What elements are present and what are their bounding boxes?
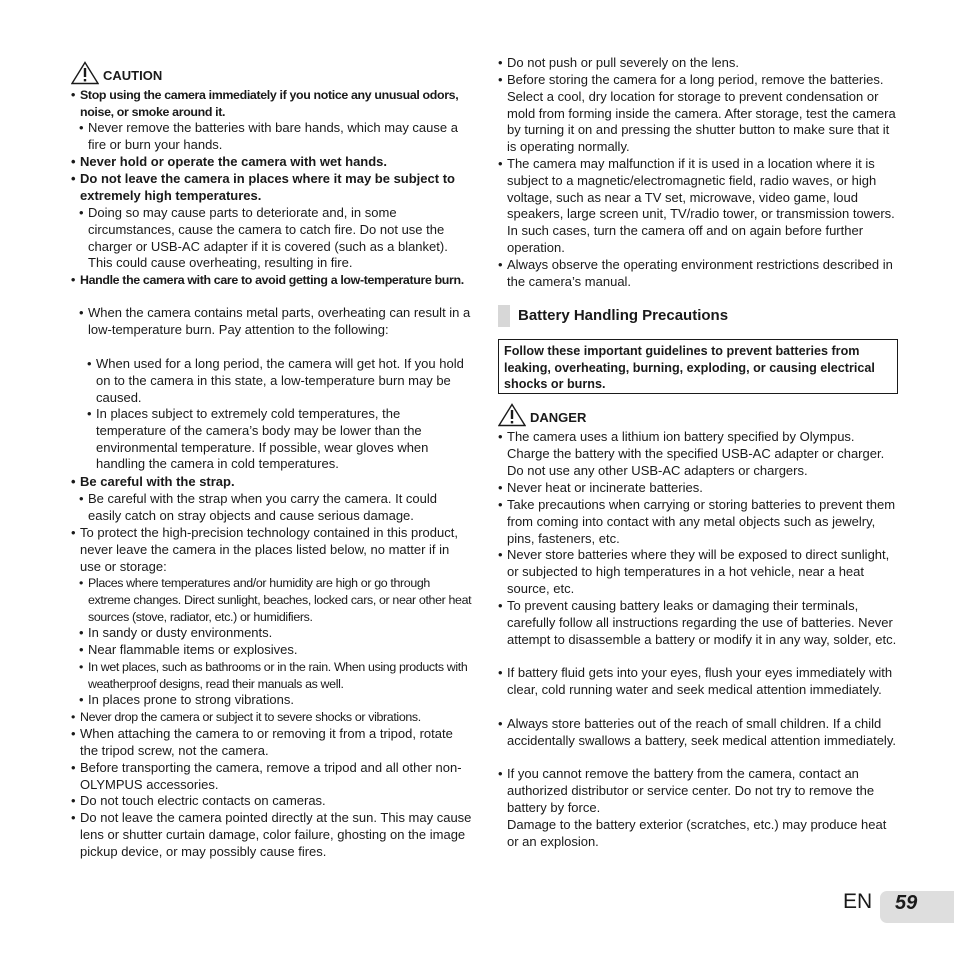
caution-item: • Do not leave the camera pointed directly at the sun. This may cause lens or shutter curtain damage, color failure, ghosting on the image pickup device, or may possibly cause fires. xyxy=(71,810,472,859)
caution-item: • The camera may malfunction if it is used in a location where it is subject to a magnetic/electromagnetic field, radio waves, or high voltage, such as near a TV set, microwave, video game, loud speakers, large screen unit, TV/radio tower, or transmission towers. In such cases, turn the camera off and on again before further operation. xyxy=(498,156,895,255)
caution-item: • Handle the camera with care to avoid getting a low-temperature burn. xyxy=(71,273,464,287)
caution-subitem: • In wet places, such as bathrooms or in the rain. When using products with weatherproof designs, read their manuals as well. xyxy=(79,660,468,691)
page-number: 59 xyxy=(895,892,918,914)
danger-item: • To prevent causing battery leaks or damaging their terminals, carefully follow all instructions regarding the use of batteries. Never attempt to disassemble a battery or modify it in any way, solder, etc. xyxy=(498,598,897,647)
danger-item: • Never heat or incinerate batteries. xyxy=(498,480,703,495)
danger-item: • If battery fluid gets into your eyes, flush your eyes immediately with clear, cold running water and seek medical attention immediately. xyxy=(498,665,893,697)
caution-subitem: • Doing so may cause parts to deteriorate and, in some circumstances, cause the camera to catch fire. Do not use the charger or USB-AC adapter if it is covered (such as a blanket). This could cause overheating, resulting in fire. xyxy=(79,205,448,271)
page-footer xyxy=(843,891,954,923)
caution-item: • Never hold or operate the camera with wet hands. xyxy=(71,154,388,169)
caution-item: • To protect the high-precision technology contained in this product, never leave the camera in the places listed below, no matter if in use or storage: xyxy=(71,525,458,574)
caution-subitem: • In places prone to strong vibrations. xyxy=(79,692,294,707)
caution-item: • When attaching the camera to or removing it from a tripod, rotate the tripod screw, not the camera. xyxy=(71,726,453,758)
caution-item: • Be careful with the strap. xyxy=(71,474,235,489)
danger-item: • Never store batteries where they will be exposed to direct sunlight, or subjected to high temperatures in a hot vehicle, near a heat source, etc. xyxy=(498,547,890,596)
caution-item: • Before transporting the camera, remove a tripod and all other non-OLYMPUS accessories. xyxy=(71,760,462,792)
danger-item-continuation: Damage to the battery exterior (scratches, etc.) may produce heat or an explosion. xyxy=(507,817,887,849)
danger-label: DANGER xyxy=(530,410,587,425)
caution-item: • Do not push or pull severely on the lens. xyxy=(498,55,739,70)
caution-subitem: • Places where temperatures and/or humidity are high or go through extreme changes. Direct sunlight, beaches, locked cars, or near other heat sources (stove, radiator, etc.) or humidifiers. xyxy=(79,576,472,624)
guideline-text: Follow these important guidelines to prevent batteries from leaking, overheating, burning, exploding, or causing electrical shocks or burns. xyxy=(504,344,875,392)
section-marker xyxy=(498,305,510,327)
caution-item: • Stop using the camera immediately if you notice any unusual odors, noise, or smoke around it. xyxy=(71,88,459,119)
caution-subitem: • In sandy or dusty environments. xyxy=(79,625,273,640)
danger-item: • Always store batteries out of the reach of small children. If a child accidentally swallows a battery, seek medical attention immediately. xyxy=(498,716,896,748)
caution-subitem: • Be careful with the strap when you carry the camera. It could easily catch on stray objects and cause serious damage. xyxy=(79,491,438,523)
caution-item: • Before storing the camera for a long period, remove the batteries. Select a cool, dry location for storage to prevent condensation or mold from forming inside the camera. After storage, test the camera by turning it on and pressing the shutter button to make sure that it is operating normally. xyxy=(498,72,896,155)
caution-item: • Always observe the operating environment restrictions described in the camera’s manual. xyxy=(498,257,893,289)
danger-item: • If you cannot remove the battery from the camera, contact an authorized distributor or service center. Do not try to remove the battery by force. xyxy=(498,766,875,815)
caution-item: • Never drop the camera or subject it to severe shocks or vibrations. xyxy=(71,710,421,724)
warning-triangle-icon xyxy=(71,61,99,85)
caution-item: • Do not touch electric contacts on cameras. xyxy=(71,793,326,808)
danger-item: • Take precautions when carrying or storing batteries to prevent them from coming into contact with any metal objects such as jewelry, pins, fasteners, etc. xyxy=(498,497,896,546)
guideline-box xyxy=(498,339,898,394)
language-label: EN xyxy=(843,890,873,913)
section-title: Battery Handling Precautions xyxy=(518,307,729,324)
caution-subitem: • When the camera contains metal parts, overheating can result in a low-temperature burn. Pay attention to the following: xyxy=(79,305,471,337)
caution-subsubitem: • When used for a long period, the camera will get hot. If you hold on to the camera in this state, a low-temperature burn may be caused. xyxy=(87,356,464,405)
caution-subsubitem: • In places subject to extremely cold temperatures, the temperature of the camera’s body may be lower than the environmental temperature. If possible, wear gloves when handling the camera in cold temperatures. xyxy=(87,406,429,472)
warning-triangle-icon xyxy=(498,403,526,427)
caution-label: CAUTION xyxy=(103,68,163,83)
caution-item: • Do not leave the camera in places where it may be subject to extremely high temperatures. xyxy=(71,171,455,203)
caution-subitem: • Near flammable items or explosives. xyxy=(79,642,298,657)
caution-subitem: • Never remove the batteries with bare hands, which may cause a fire or burn your hands. xyxy=(79,120,458,152)
danger-item: • The camera uses a lithium ion battery specified by Olympus. Charge the battery with the specified USB-AC adapter or charger. Do not use any other USB-AC adapters or chargers. xyxy=(498,429,885,478)
